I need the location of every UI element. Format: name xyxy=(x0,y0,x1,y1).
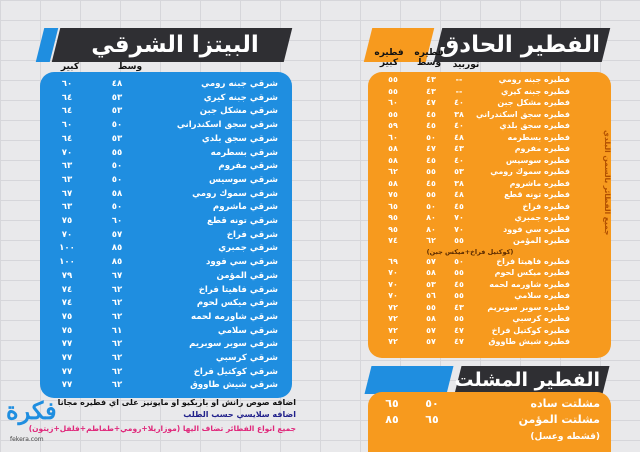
table-row xyxy=(46,118,282,132)
price-large: ١٠٠ xyxy=(59,243,75,254)
price-large: ١٠٠ xyxy=(59,257,75,268)
table-row xyxy=(46,283,282,297)
price-large: ٧٠ xyxy=(388,291,398,300)
price-large: ٧٢ xyxy=(388,337,398,346)
item-name: فطيره سجق اسكندراني xyxy=(475,109,570,119)
item-name: فطيره جمبري xyxy=(514,213,570,222)
table-row xyxy=(372,120,572,132)
price-large: ٥٥ xyxy=(388,75,398,84)
price-large: ٧٥ xyxy=(388,190,398,199)
price-torpedo: ٥٥ xyxy=(454,314,464,323)
item-name: مشلتت ساده xyxy=(530,397,600,410)
footer-note-2: اضافه سلايسي حسب الطلب xyxy=(183,410,296,419)
price-large: ٧٠ xyxy=(61,229,73,240)
price-large: ٦٤ xyxy=(61,92,73,103)
site-logo-url: fekera.com xyxy=(10,436,44,443)
price-large: ٥٨ xyxy=(388,144,398,153)
table-row xyxy=(372,224,572,236)
item-name: فطيره سجق بلدي xyxy=(499,121,570,130)
price-a: ٥٠ xyxy=(425,397,439,410)
item-name: فطيره كرسبي xyxy=(512,314,570,323)
item-name: شرقي فاهيتا فراخ xyxy=(198,284,278,295)
mumen-note: (كوكتيل فراخ+ميكس جبن) xyxy=(426,248,514,256)
price-medium: ٤٧ xyxy=(426,144,436,153)
price-large: ٦٢ xyxy=(388,167,398,176)
item-name: مشلتت المؤمن xyxy=(518,413,600,426)
table-row xyxy=(46,378,282,392)
item-name: فطيره شيش طاووق xyxy=(488,337,570,346)
price-medium: ٥٥ xyxy=(426,190,436,199)
price-large: ٦٣ xyxy=(61,174,73,185)
price-large: ٧٤ xyxy=(61,284,73,295)
table-row xyxy=(46,269,282,283)
item-name: شرقي شاورمه لحمه xyxy=(191,311,278,322)
price-large: ٦٣ xyxy=(61,161,73,172)
item-name: فطيره ميكس لحوم xyxy=(494,268,570,277)
price-large: ٦٠ xyxy=(61,79,73,89)
price-medium: ٨٠ xyxy=(426,213,436,222)
price-large: ٧٥ xyxy=(61,216,73,226)
item-name: فطيره المؤمن xyxy=(512,236,570,245)
price-medium: ٥٣ xyxy=(111,133,123,144)
item-name: شرقي مشكل جبن xyxy=(199,106,278,117)
price-medium: ٦٢ xyxy=(111,339,123,350)
price-large: ٧٠ xyxy=(61,147,73,158)
table-row xyxy=(46,77,282,91)
table-row xyxy=(46,146,282,160)
item-name: شرقي جبنه كيري xyxy=(203,92,278,103)
price-large: ٩٥ xyxy=(388,224,398,234)
item-name: شرقي ميكس لحوم xyxy=(196,298,278,309)
table-row xyxy=(46,132,282,146)
price-torpedo: ٧٠ xyxy=(454,224,464,234)
site-logo: فكرة xyxy=(6,396,57,425)
price-medium: ٥٠ xyxy=(426,132,436,142)
table-row xyxy=(46,365,282,379)
price-medium: ٦٢ xyxy=(426,236,436,245)
right-col-large-a: فطيره xyxy=(374,48,404,58)
price-torpedo: ٤٣ xyxy=(454,302,464,312)
table-row xyxy=(372,74,572,86)
price-medium: ٥٥ xyxy=(111,147,123,158)
price-torpedo: ٤٠ xyxy=(454,121,464,130)
table-row xyxy=(372,313,572,325)
table-row xyxy=(372,256,572,268)
table-row xyxy=(372,396,600,412)
price-torpedo: ٥٥ xyxy=(454,291,464,300)
price-medium: ٥٥ xyxy=(426,302,436,312)
table-row xyxy=(372,302,572,314)
price-b: ٦٥ xyxy=(385,397,399,410)
item-name: فطيره كوكتيل فراخ xyxy=(491,325,570,335)
price-medium: ٨٥ xyxy=(111,243,123,254)
table-row xyxy=(372,155,572,167)
price-torpedo: -- xyxy=(455,75,463,84)
price-medium: ٥٣ xyxy=(111,92,123,103)
item-name: شرقي سوسيس xyxy=(208,174,278,185)
price-large: ٦٠ xyxy=(388,132,398,142)
price-medium: ٥٦ xyxy=(426,291,436,300)
price-medium: ٥٠ xyxy=(111,161,123,172)
price-medium: ٥٧ xyxy=(111,229,123,240)
price-medium: ٥٠ xyxy=(111,120,123,131)
right-title: الفطير الحادق xyxy=(438,32,600,58)
price-large: ٧٩ xyxy=(61,270,73,281)
right-col-medium-b: وسط xyxy=(416,58,442,68)
table-row xyxy=(372,325,572,337)
price-medium: ٥٥ xyxy=(426,167,436,176)
table-row xyxy=(46,214,282,228)
price-large: ٩٥ xyxy=(388,213,398,222)
price-medium: ٤٥ xyxy=(426,109,436,119)
price-large: ٧٢ xyxy=(388,325,398,335)
item-name: شرقي ماشروم xyxy=(212,202,278,213)
price-large: ٧٠ xyxy=(388,268,398,277)
price-torpedo: ٥٥ xyxy=(454,268,464,277)
price-medium: ٤٣ xyxy=(426,86,436,96)
item-name: فطيره سموك رومي xyxy=(490,167,570,176)
price-medium: ٥٣ xyxy=(111,106,123,117)
price-a: ٦٥ xyxy=(425,413,439,426)
price-medium: ٤٧ xyxy=(426,98,436,107)
item-name: شرقي سجق اسكندراني xyxy=(176,120,278,131)
price-medium: ٨٠ xyxy=(426,224,436,234)
table-row xyxy=(372,132,572,144)
right-col-large-b: كبير xyxy=(379,58,399,68)
table-row xyxy=(372,109,572,121)
item-name: شرقي سي فوود xyxy=(205,257,278,268)
item-name: فطيره ماشروم xyxy=(509,178,570,188)
item-name: فطيره بسطرمه xyxy=(507,132,570,142)
table-row xyxy=(46,351,282,365)
price-large: ٧٤ xyxy=(388,236,398,245)
item-name: فطيره تونه قطع xyxy=(504,190,570,199)
price-torpedo: ٤٨ xyxy=(454,190,464,199)
price-medium: ٦٢ xyxy=(111,311,123,322)
table-row xyxy=(372,178,572,190)
price-medium: ٥٨ xyxy=(111,188,123,199)
price-large: ٥٥ xyxy=(388,86,398,96)
price-medium: ٥٧ xyxy=(426,256,436,266)
price-large: ٧٧ xyxy=(61,380,73,391)
right-col-torpedo: توربيد xyxy=(452,60,480,70)
item-name: شرقي كوكتيل فراخ xyxy=(193,366,278,377)
price-large: ٧٠ xyxy=(388,279,398,289)
footer-note-1: اضافه صوص رانش او باربكيو او مايونيز على اي فطيره مجانا xyxy=(57,398,296,407)
table-row xyxy=(46,337,282,351)
price-large: ٥٩ xyxy=(388,121,398,130)
price-medium: ٥٣ xyxy=(426,279,436,289)
item-name: شرقي بسطرمه xyxy=(210,147,278,158)
price-torpedo: ٤٣ xyxy=(454,144,464,153)
item-name: شرقي كرسبي xyxy=(215,353,278,363)
price-large: ٦٤ xyxy=(61,133,73,144)
item-name: شرقي سجق بلدي xyxy=(201,133,278,144)
item-name: شرقي سلامي xyxy=(217,325,278,336)
price-medium: ٦٢ xyxy=(111,298,123,309)
price-torpedo: ٤٠ xyxy=(454,98,464,107)
price-torpedo: -- xyxy=(455,86,463,96)
price-large: ٦٣ xyxy=(61,202,73,213)
table-row xyxy=(372,166,572,178)
price-medium: ٥٠ xyxy=(111,174,123,185)
item-name: شرقي سوبر سوبريم xyxy=(189,339,278,350)
table-row xyxy=(372,290,572,302)
left-title: البيتزا الشرقي xyxy=(91,32,259,58)
footer-note-3: جميع انواع الفطائر تضاف اليها (موزاريلا+رومي+طماطم+فلفل+زيتون) xyxy=(28,424,296,433)
price-large: ٥٨ xyxy=(388,178,398,188)
price-medium: ٨٥ xyxy=(111,257,123,268)
table-row xyxy=(46,241,282,255)
left-col-large: كبير xyxy=(60,62,80,72)
item-name: فطيره جبنه كيري xyxy=(501,86,570,96)
item-name: شرقي جبنه رومي xyxy=(201,79,278,89)
table-row xyxy=(372,143,572,155)
price-large: ٧٧ xyxy=(61,366,73,377)
table-row xyxy=(372,189,572,201)
price-medium: ٥٨ xyxy=(426,314,436,323)
price-large: ٦٤ xyxy=(61,106,73,117)
price-medium: ٤٣ xyxy=(426,75,436,84)
table-row xyxy=(46,187,282,201)
price-torpedo: ٤٧ xyxy=(454,325,464,335)
table-row xyxy=(46,91,282,105)
price-medium: ٦٠ xyxy=(111,216,123,226)
price-torpedo: ٣٨ xyxy=(454,109,464,119)
price-torpedo: ٤٥ xyxy=(454,201,464,211)
table-row xyxy=(372,336,572,348)
price-large: ٦٠ xyxy=(388,98,398,107)
item-name: فطيره فاهيتا فراخ xyxy=(496,256,570,266)
table-row xyxy=(372,201,572,213)
price-medium: ٦٢ xyxy=(111,284,123,295)
price-medium: ٥٧ xyxy=(426,337,436,346)
table-row xyxy=(372,235,572,247)
price-torpedo: ٣٨ xyxy=(454,178,464,188)
price-large: ٧٧ xyxy=(61,353,73,363)
price-torpedo: ٥٠ xyxy=(454,256,464,266)
price-large: ٥٨ xyxy=(388,155,398,165)
price-large: ٥٥ xyxy=(388,109,398,119)
price-large: ٧٤ xyxy=(61,298,73,309)
table-row xyxy=(46,310,282,324)
item-name: فطيره جبنه رومي xyxy=(498,75,570,84)
item-name: شرقي المؤمن xyxy=(216,270,278,281)
price-large: ٦٠ xyxy=(61,120,73,131)
left-col-medium: وسط xyxy=(117,62,143,72)
price-medium: ٤٨ xyxy=(111,79,123,89)
right-col-medium-a: فطيره xyxy=(414,48,444,58)
item-name: شرقي جمبري xyxy=(218,243,278,254)
price-medium: ٦٢ xyxy=(111,366,123,377)
item-name: فطيره سي فوود xyxy=(503,224,570,234)
price-torpedo: ٤٧ xyxy=(454,337,464,346)
price-medium: ٤٥ xyxy=(426,121,436,130)
price-large: ٧٥ xyxy=(61,311,73,322)
price-torpedo: ٧٠ xyxy=(454,213,464,222)
table-row xyxy=(46,173,282,187)
price-medium: ٤٥ xyxy=(426,155,436,165)
table-row xyxy=(46,200,282,214)
price-large: ٦٥ xyxy=(388,201,398,211)
table-row xyxy=(46,324,282,338)
price-b: ٨٥ xyxy=(385,413,399,426)
price-torpedo: ٤٨ xyxy=(454,132,464,142)
item-name: فطيره مفروم xyxy=(514,144,570,153)
price-large: ٦٧ xyxy=(61,188,73,199)
price-medium: ٥٧ xyxy=(426,325,436,335)
price-medium: ٦٢ xyxy=(111,380,123,391)
price-medium: ٥٨ xyxy=(426,268,436,277)
item-name: فطيره سوسيس xyxy=(505,155,570,165)
table-row xyxy=(372,267,572,279)
price-medium: ٦٢ xyxy=(111,353,123,363)
table-row xyxy=(372,212,572,224)
item-name: شرقي تونه قطع xyxy=(206,216,278,226)
price-torpedo: ٤٥ xyxy=(454,279,464,289)
price-medium: ٥٠ xyxy=(426,201,436,211)
table-row xyxy=(372,86,572,98)
triangle-header-stripe xyxy=(365,366,454,394)
table-row xyxy=(46,255,282,269)
table-row xyxy=(372,412,600,428)
price-torpedo: ٥٥ xyxy=(454,236,464,245)
item-name: فطيره شاورمه لحمه xyxy=(489,279,570,289)
table-row xyxy=(372,97,572,109)
ghee-note: جميع الفطائر بالسمن البلدي xyxy=(603,130,612,236)
table-row xyxy=(46,159,282,173)
item-name: فطيره فراخ xyxy=(522,201,570,211)
triangle-note: (قشطه وعسل) xyxy=(530,432,600,442)
price-large: ٧٧ xyxy=(61,339,73,350)
table-row xyxy=(46,228,282,242)
triangle-title: الفطير المشلت xyxy=(454,369,600,391)
price-medium: ٦٧ xyxy=(111,270,123,281)
price-medium: ٤٥ xyxy=(426,178,436,188)
table-row xyxy=(46,296,282,310)
price-medium: ٥٠ xyxy=(111,202,123,213)
item-name: شرقي شيش طاووق xyxy=(190,380,278,391)
price-large: ٧٢ xyxy=(388,314,398,323)
item-name: فطيره سلامي xyxy=(514,291,570,300)
price-large: ٧٥ xyxy=(61,325,73,336)
table-row xyxy=(372,279,572,291)
item-name: فطيره سوبر سوبريم xyxy=(487,302,570,312)
price-torpedo: ٤٠ xyxy=(454,155,464,165)
table-row xyxy=(46,104,282,118)
price-large: ٦٩ xyxy=(388,256,398,266)
price-medium: ٦١ xyxy=(111,325,123,336)
price-torpedo: ٥٣ xyxy=(454,167,464,176)
item-name: شرقي فراخ xyxy=(226,229,278,240)
item-name: شرقي مفروم xyxy=(218,161,278,172)
item-name: شرقي سموك رومي xyxy=(192,188,278,199)
item-name: فطيره مشكل جبن xyxy=(497,98,570,107)
price-large: ٧٢ xyxy=(388,302,398,312)
